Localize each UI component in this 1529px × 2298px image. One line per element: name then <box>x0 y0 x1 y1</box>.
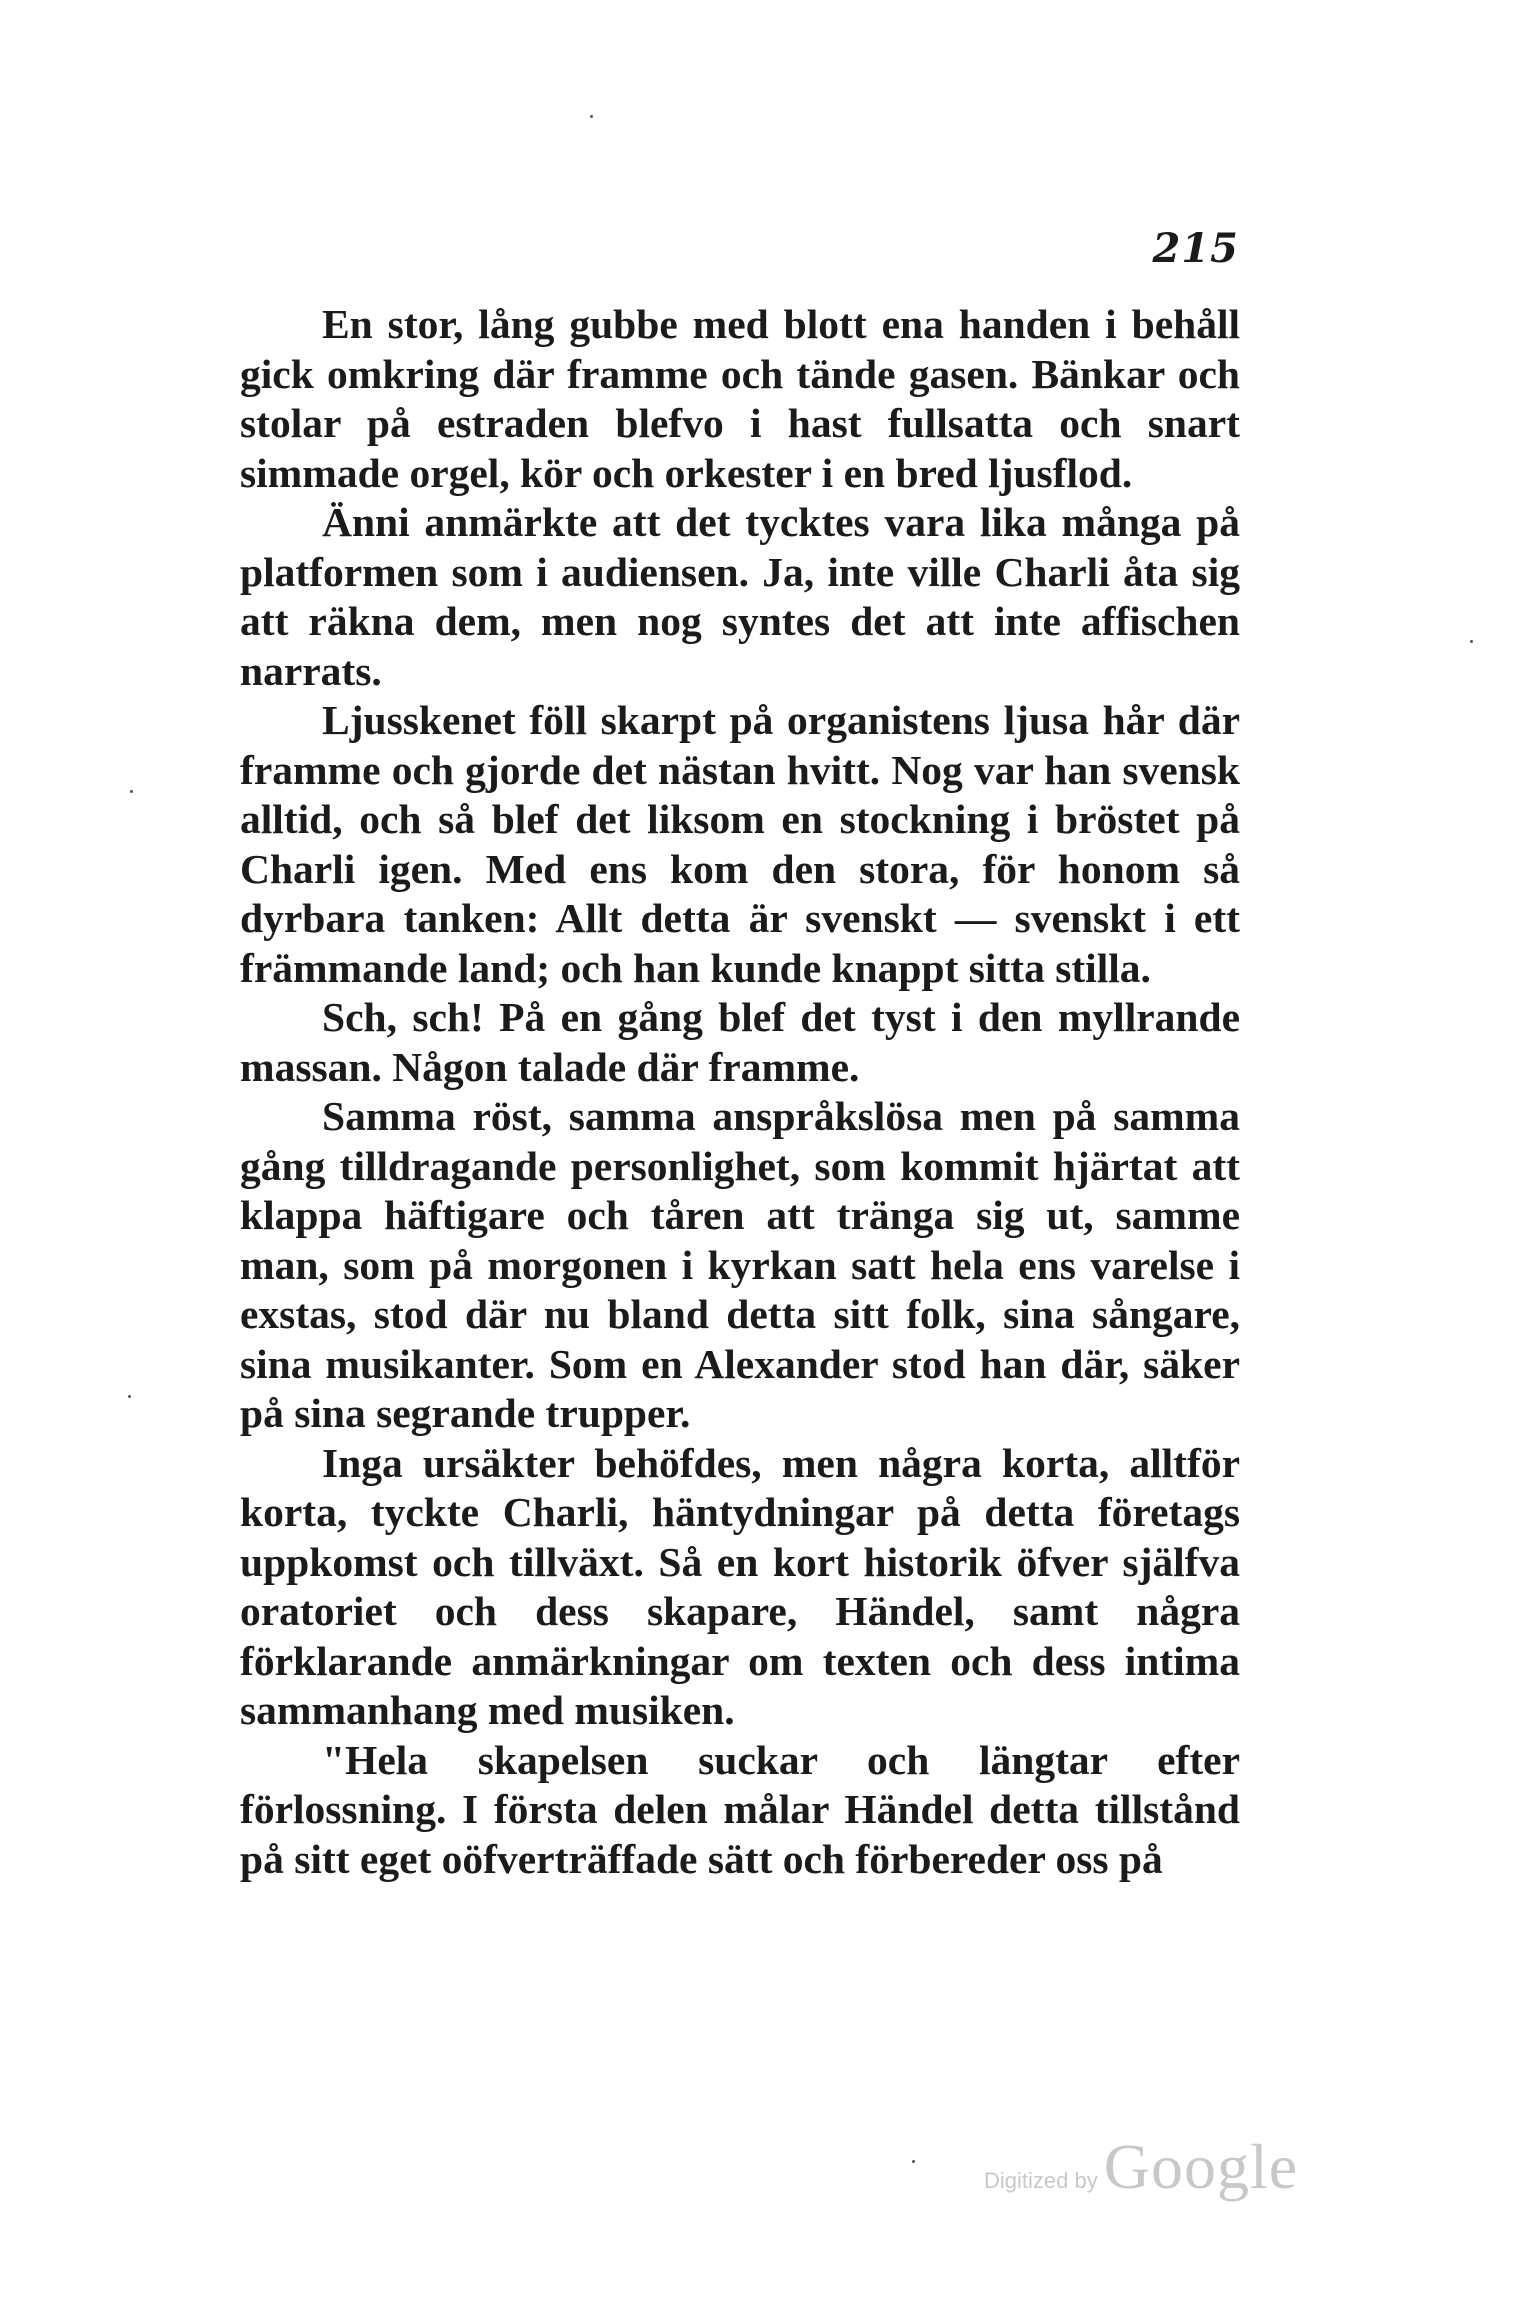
scan-speck <box>130 790 133 793</box>
digitized-by-google-watermark <box>984 2130 1298 2204</box>
scan-speck <box>912 2160 915 2163</box>
paragraph: Sch, sch! På en gång blef det tyst i den myllrande massan. Någon talade där framme. <box>240 994 1240 1090</box>
scan-speck <box>590 115 593 118</box>
body-text <box>240 300 1240 1884</box>
paragraph: En stor, lång gubbe med blott ena handen i behåll gick omkring där framme och tände gasen. Bänkar och stolar på estraden blefvo i hast fullsatta och snart simmade orgel, kör och orkester i en bred ljusflod. <box>240 301 1240 496</box>
paragraph: Samma röst, samma anspråkslösa men på samma gång tilldragande personlighet, som kommit hjärtat att klappa häftigare och tåren att tränga sig ut, samme man, som på morgonen i kyrkan satt hela ens varelse i exstas, stod där nu bland detta sitt folk, sina sångare, sina musikanter. Som en Alexander stod han där, säker på sina segrande trupper. <box>240 1093 1240 1436</box>
paragraph: Änni anmärkte att det tycktes vara lika många på platformen som i audiensen. Ja, inte ville Charli åta sig att räkna dem, men nog syntes det att inte affischen narrats. <box>240 499 1240 694</box>
paragraph: Inga ursäkter behöfdes, men några korta, alltför korta, tyckte Charli, häntydningar på detta företags uppkomst och tillväxt. Så en kort historik öfver själfva oratoriet och dess skapare, Händel, samt några förklarande anmärkningar om texten och dess intima sammanhang med musiken. <box>240 1439 1240 1733</box>
paragraph: "Hela skapelsen suckar och längtar efter förlossning. I första delen målar Händel detta tillstånd på sitt eget oöfverträffade sätt och förbereder oss på <box>240 1736 1240 1882</box>
paragraph: Ljusskenet föll skarpt på organistens ljusa hår där framme och gjorde det nästan hvitt. Nog var han svensk alltid, och så blef det liksom en stockning i bröstet på Charli igen. Med ens kom den stora, för honom så dyrbara tanken: Allt detta är svenskt — svenskt i ett främmande land; och han kunde knappt sitta stilla. <box>240 697 1240 991</box>
watermark-prefix: Digitized by <box>984 2168 1098 2193</box>
scan-speck <box>128 1395 131 1398</box>
scan-speck <box>1470 640 1473 643</box>
google-logo: Google <box>1103 2131 1299 2202</box>
page-number: 215 <box>1152 225 1239 272</box>
